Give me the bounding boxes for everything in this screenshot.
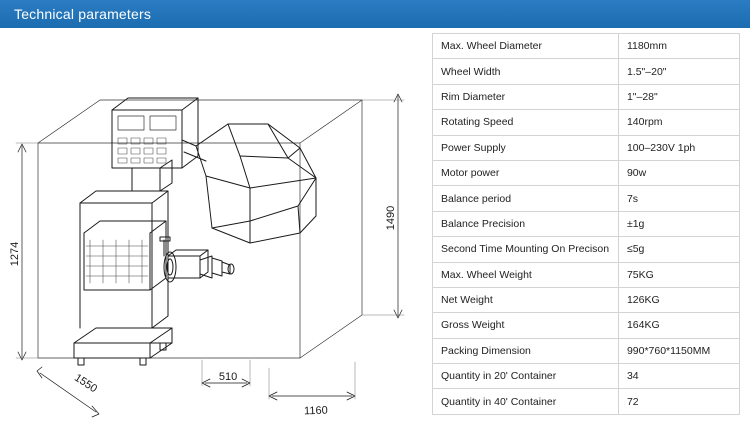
spec-value: 990*760*1150MM xyxy=(618,338,739,363)
specifications-table-body xyxy=(433,34,740,415)
spec-label: Balance period xyxy=(433,186,619,211)
table-row xyxy=(433,211,740,236)
spec-value: 126KG xyxy=(618,287,739,312)
dimension-label-1490: 1490 xyxy=(385,205,397,231)
dimension-label-1160: 1160 xyxy=(303,404,328,418)
table-row xyxy=(433,110,740,135)
table-row xyxy=(433,160,740,185)
table-row xyxy=(433,287,740,312)
table-row xyxy=(433,135,740,160)
spec-label: Max. Wheel Weight xyxy=(433,262,619,287)
spec-value: 7s xyxy=(618,186,739,211)
reference-box xyxy=(38,100,362,358)
table-row xyxy=(433,84,740,109)
dimension-label-1274: 1274 xyxy=(9,241,21,267)
spec-label: Power Supply xyxy=(433,135,619,160)
table-row xyxy=(433,237,740,262)
spec-value: ≤5g xyxy=(618,237,739,262)
table-row xyxy=(433,364,740,389)
page-title: Technical parameters xyxy=(0,0,750,28)
spec-label: Packing Dimension xyxy=(433,338,619,363)
spec-label: Max. Wheel Diameter xyxy=(433,34,619,59)
table-row xyxy=(433,34,740,59)
table-row xyxy=(433,186,740,211)
technical-drawing xyxy=(0,28,420,430)
spec-value: 75KG xyxy=(618,262,739,287)
table-row xyxy=(433,59,740,84)
spec-label: Gross Weight xyxy=(433,313,619,338)
spec-value: 1180mm xyxy=(618,34,739,59)
spec-label: Balance Precision xyxy=(433,211,619,236)
spec-value: 90w xyxy=(618,160,739,185)
spec-label: Quantity in 20' Container xyxy=(433,364,619,389)
spec-value: 1.5"–20" xyxy=(618,59,739,84)
dimension-lines xyxy=(16,94,404,417)
spec-label: Quantity in 40' Container xyxy=(433,389,619,414)
table-row xyxy=(433,262,740,287)
specifications-table xyxy=(432,33,740,415)
spec-value: 100–230V 1ph xyxy=(618,135,739,160)
machine-outline xyxy=(74,98,316,365)
spec-label: Second Time Mounting On Precison xyxy=(433,237,619,262)
spec-label: Motor power xyxy=(433,160,619,185)
spec-label: Rotating Speed xyxy=(433,110,619,135)
spec-value: 164KG xyxy=(618,313,739,338)
table-row xyxy=(433,338,740,363)
spec-label: Wheel Width xyxy=(433,59,619,84)
table-row xyxy=(433,313,740,338)
spec-value: 140rpm xyxy=(618,110,739,135)
spec-label: Net Weight xyxy=(433,287,619,312)
spec-label: Rim Diameter xyxy=(433,84,619,109)
dimension-label-1550: 1550 xyxy=(72,371,100,396)
spec-value: 1"–28" xyxy=(618,84,739,109)
dimension-label-510: 510 xyxy=(218,371,238,383)
spec-value: 34 xyxy=(618,364,739,389)
spec-value: ±1g xyxy=(618,211,739,236)
table-row xyxy=(433,389,740,414)
spec-value: 72 xyxy=(618,389,739,414)
